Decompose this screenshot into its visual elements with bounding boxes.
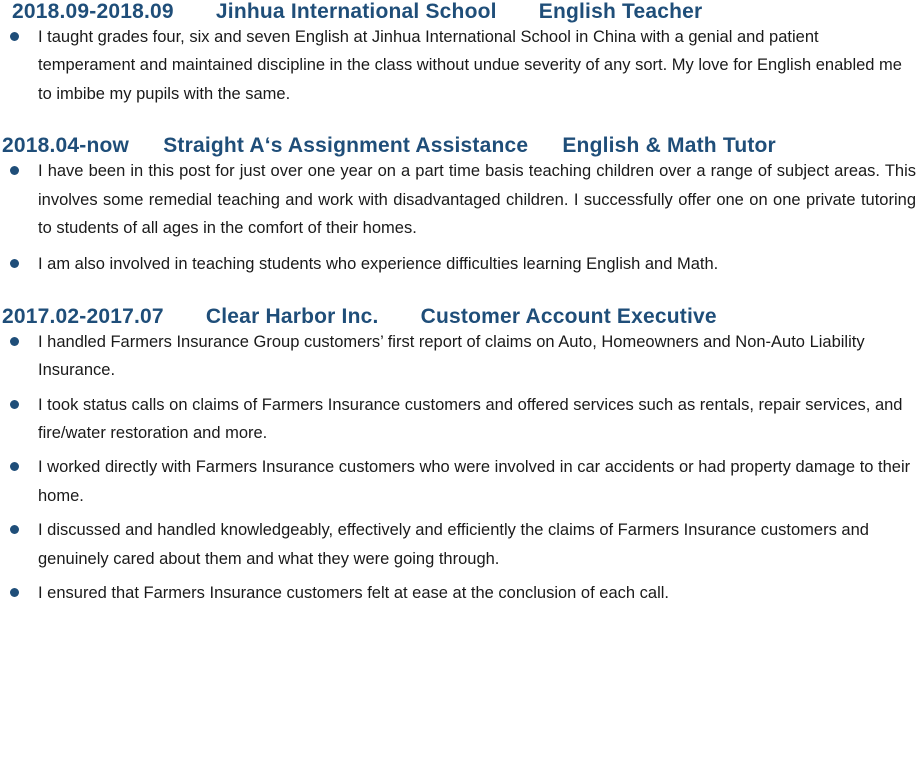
bullet-icon: [10, 337, 19, 346]
bullet-text: I have been in this post for just over one year on a part time basis teaching children over a range of subject areas. This involves some remedial teaching and work with disadvantaged children. I successfully offer one on one private tutoring to students of all ages in the comfort of their homes.: [38, 162, 916, 238]
entry-header: [2, 305, 916, 328]
bullet-text: I am also involved in teaching students who experience difficulties learning English and Math.: [38, 255, 719, 274]
entry-role: English & Math Tutor: [562, 134, 776, 158]
list-item: [0, 516, 916, 573]
entry-organization: Clear Harbor Inc.: [205, 304, 379, 328]
entry-bullet-list: [0, 23, 916, 108]
bullet-icon: [10, 32, 19, 41]
experience-entry: [0, 0, 916, 108]
entry-header: [12, 0, 916, 23]
list-item: [0, 23, 916, 108]
bullet-icon: [10, 400, 19, 409]
entry-dates: 2018.09-2018.09: [12, 0, 174, 23]
bullet-text: I ensured that Farmers Insurance customers felt at ease at the conclusion of each call.: [38, 583, 669, 602]
list-item: [0, 157, 916, 242]
entry-bullet-list: [0, 328, 916, 607]
bullet-text: I taught grades four, six and seven English at Jinhua International School in China with a genial and patient temperament and maintained discipline in the class without undue severity of any sort. My love for English enabled me to imbibe my pupils with the same.: [38, 28, 902, 103]
experience-entry: [0, 305, 916, 607]
bullet-text: I handled Farmers Insurance Group customers’ first report of claims on Auto, Homeowners and Non-Auto Liability Insurance.: [38, 332, 865, 380]
list-item: [0, 250, 916, 278]
bullet-icon: [10, 525, 19, 534]
list-item: [0, 579, 916, 607]
bullet-icon: [10, 259, 19, 268]
section-spacer: [0, 279, 916, 305]
list-item: [0, 328, 916, 385]
bullet-icon: [10, 588, 19, 597]
entry-bullet-list: [0, 157, 916, 279]
bullet-icon: [10, 462, 19, 471]
list-item: [0, 391, 916, 448]
bullet-text: I worked directly with Farmers Insurance customers who were involved in car accidents or had property damage to their home.: [38, 458, 911, 505]
entry-header: [2, 134, 916, 157]
entry-organization: Straight A‘s Assignment Assistance: [163, 134, 529, 158]
bullet-text: I discussed and handled knowledgeably, effectively and efficiently the claims of Farmers Insurance customers and genuinely cared about them and what they were going through.: [38, 521, 869, 568]
entry-role: Customer Account Executive: [420, 304, 717, 328]
section-spacer: [0, 108, 916, 134]
entry-dates: 2017.02-2017.07: [2, 304, 164, 328]
entry-organization: Jinhua International School: [215, 0, 497, 23]
bullet-icon: [10, 166, 19, 175]
entry-role: English Teacher: [538, 0, 703, 23]
list-item: [0, 453, 916, 510]
experience-entry: [0, 134, 916, 279]
entry-dates: 2018.04-now: [2, 134, 130, 158]
bullet-text: I took status calls on claims of Farmers Insurance customers and offered services such as rentals, repair services, and fire/water restoration and more.: [38, 395, 903, 443]
